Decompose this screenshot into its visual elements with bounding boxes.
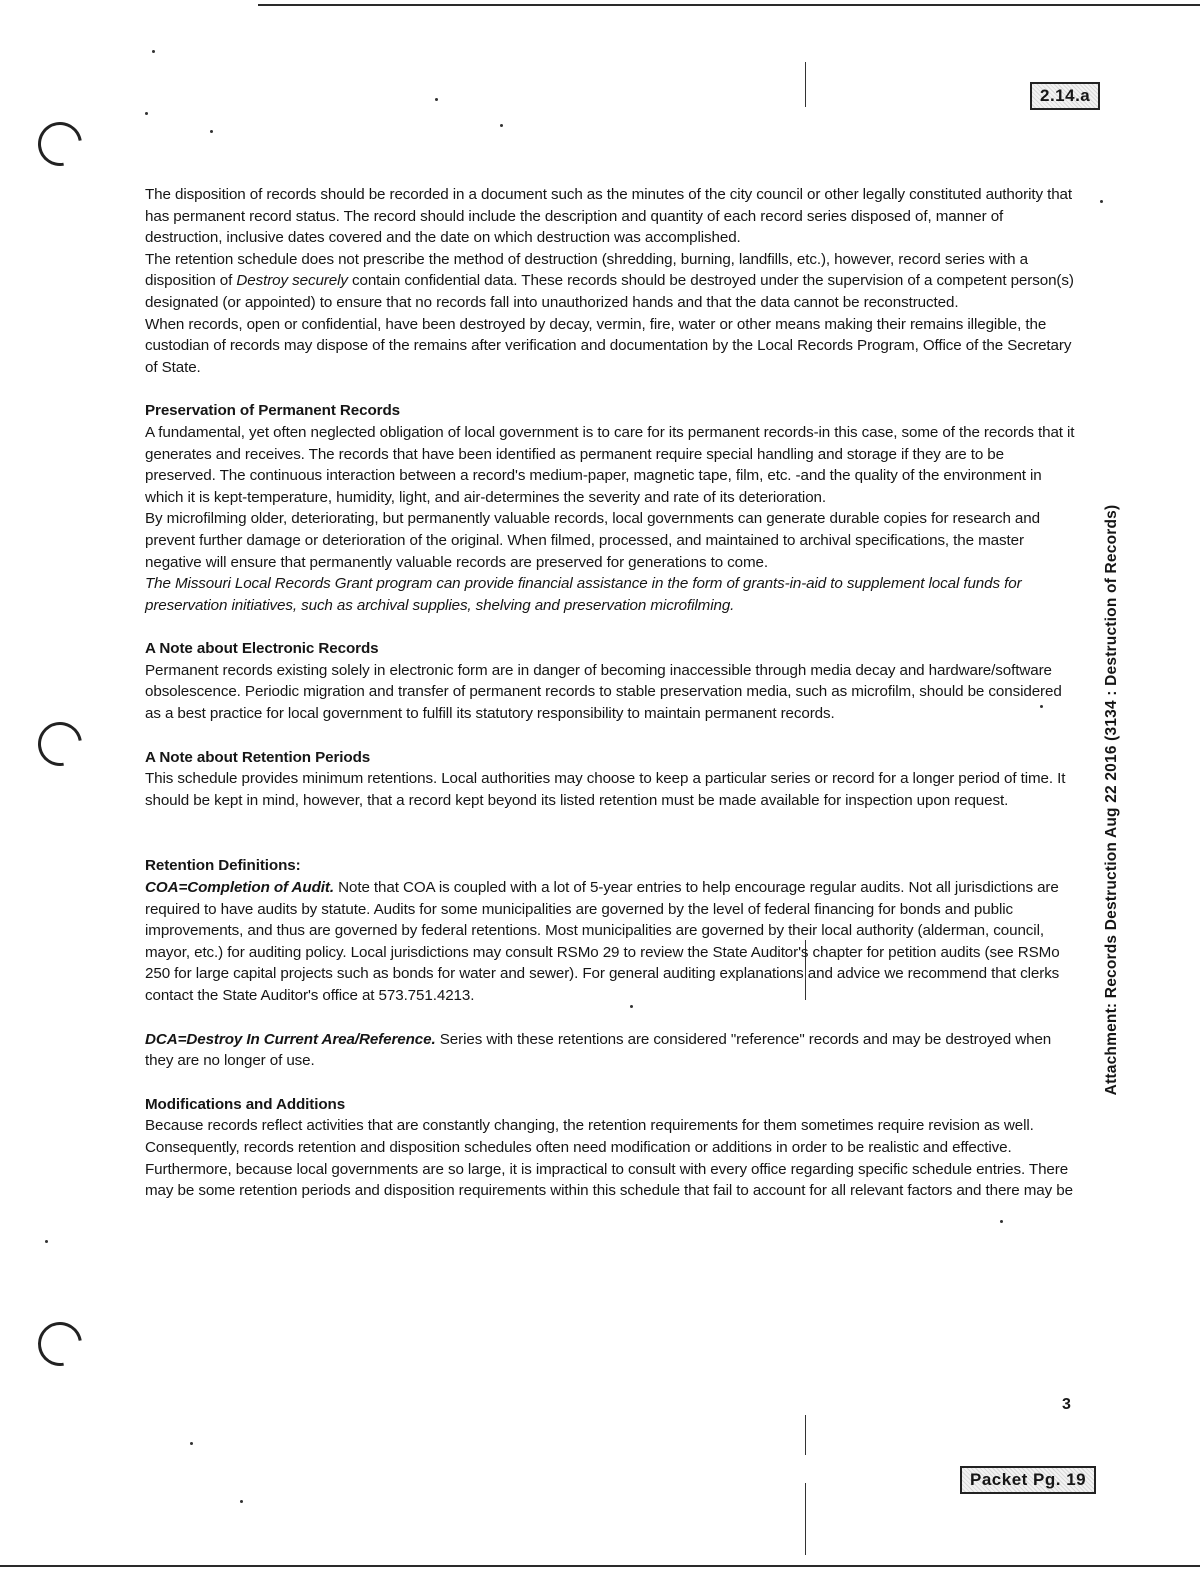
section-heading-definitions: Retention Definitions: — [145, 857, 301, 875]
scan-speck — [210, 130, 213, 133]
scan-artifact-line — [805, 1415, 806, 1455]
disposition-record-paragraph: The disposition of records should be recorded in a document such as the minutes of the city council or other legally constituted authority that has permanent record status. The record should include the description and quantity of each record series disposed of, manner of destruction, inclusive dates covered and the date on which destruction was accomplished. — [145, 186, 1073, 247]
scan-speck — [500, 124, 503, 127]
punch-hole-bottom — [29, 1313, 90, 1374]
coa-text: Note that COA is coupled with a lot of 5-year entries to help encourage regular audits. Not all jurisdictions are required to have audits by statute. Audits for some municipalities are governed by the level of federal financing for bonds and public improvements, and thus are governed by federal retentions. Most municipalities are governed by their local authority (alderman, council, mayor, etc.) for auditing policy. Local jurisdictions may consult RSMo 29 to review the State Auditor's chapter for petition audits (see RSMo 250 for large capital projects such as bonds for water and sewer). For general auditing explanations and advice we recommend that clerks contact the State Auditor's office at 573.751.4213. — [145, 879, 1060, 1004]
section-heading-retention-periods: A Note about Retention Periods — [145, 748, 371, 766]
destruction-method-paragraph — [145, 249, 1075, 314]
electronic-records-paragraph: Permanent records existing solely in electronic form are in danger of becoming inaccessible through media decay and hardware/software obsolescence. Periodic migration and transfer of permanent records to stable preservation media, such as microfilm, should be considered as a best practice for local government to fulfill its statutory responsibility to maintain permanent records. — [145, 661, 1062, 723]
dca-definition — [145, 1029, 1075, 1072]
punch-hole-middle — [29, 713, 90, 774]
italic-term: Destroy securely — [236, 272, 348, 290]
scan-speck — [1000, 1220, 1003, 1223]
text-run: contain confidential data. These records should be destroyed under the supervision of a competent person(s) designated (or appointed) to ensure that no records fall into unauthorized hands and that the data cannot be reconstructed. — [145, 272, 1074, 311]
coa-definition — [145, 877, 1075, 1007]
scan-speck — [435, 98, 438, 101]
retention-periods-paragraph: This schedule provides minimum retentions. Local authorities may choose to keep a particular series or record for a longer period of time. It should be kept in mind, however, that a record kept beyond its listed retention must be made available for inspection upon request. — [145, 770, 1066, 809]
text-run: The retention schedule does not prescribe the method of destruction (shredding, burning, landfills, etc.), however, record series with a disposition of — [145, 250, 1028, 290]
scan-speck — [1100, 200, 1103, 203]
bottom-scan-rule — [0, 1565, 1200, 1567]
section-heading-electronic: A Note about Electronic Records — [145, 640, 379, 658]
packet-page-stamp: Packet Pg. 19 — [960, 1466, 1096, 1494]
punch-hole-top — [29, 113, 90, 174]
document-body — [145, 184, 1075, 1202]
coa-term: COA=Completion of Audit. — [145, 879, 334, 897]
scan-speck — [45, 1240, 48, 1243]
modifications-paragraph: Because records reflect activities that are constantly changing, the retention requirements for them sometimes require revision as well. Consequently, records retention and disposition schedules often need modification or additions in order to be realistic and effective. Furthermore, because local governments are so large, it is impractical to consult with every office regarding specific schedule entries. There may be some retention periods and disposition requirements within this schedule that fail to account for all relevant factors and there may be — [145, 1117, 1073, 1200]
scan-speck — [240, 1500, 243, 1503]
top-scan-rule — [258, 4, 1200, 6]
scan-artifact-line — [805, 62, 806, 107]
scan-speck — [190, 1442, 193, 1445]
section-heading-modifications: Modifications and Additions — [145, 1095, 346, 1113]
grant-program-paragraph: The Missouri Local Records Grant program can provide financial assistance in the form of grants-in-aid to supplement local funds for preservation initiatives, such as archival supplies, shelving and preservation microfilming. — [145, 575, 1022, 614]
page-number: 3 — [1062, 1396, 1071, 1413]
section-heading-preservation: Preservation of Permanent Records — [145, 402, 400, 420]
dca-text: Series with these retentions are considered "reference" records and may be destroyed when they are no longer of use. — [145, 1030, 1052, 1070]
attachment-side-label: Attachment: Records Destruction Aug 22 2016 (3134 : Destruction of Records) — [1103, 504, 1120, 1096]
preservation-paragraph: A fundamental, yet often neglected obligation of local government is to care for its permanent records-in this case, some of the records that it generates and receives. The records that have been identified as permanent require special handling and storage if they are to be preserved. The continuous interaction between a record's medium-paper, magnetic tape, film, etc. -and the quality of the environment in which it is kept-temperature, humidity, light, and air-determines the severity and rate of its deterioration. — [145, 423, 1075, 506]
agenda-item-stamp: 2.14.a — [1030, 82, 1100, 110]
scan-speck — [152, 50, 155, 53]
damaged-records-paragraph: When records, open or confidential, have been destroyed by decay, vermin, fire, water or other means making their remains illegible, the custodian of records may dispose of the remains after verification and documentation by the Local Records Program, Office of the Secretary of State. — [145, 315, 1072, 376]
dca-term: DCA=Destroy In Current Area/Reference. — [145, 1030, 436, 1048]
microfilming-paragraph: By microfilming older, deteriorating, but permanently valuable records, local governments can generate durable copies for research and prevent further damage or deterioration of the original. When filmed, processed, and maintained to archival specifications, the master negative will ensure that permanently valuable records are preserved for generations to come. — [145, 510, 1040, 571]
scan-artifact-line — [805, 1483, 806, 1555]
scan-speck — [145, 112, 148, 115]
